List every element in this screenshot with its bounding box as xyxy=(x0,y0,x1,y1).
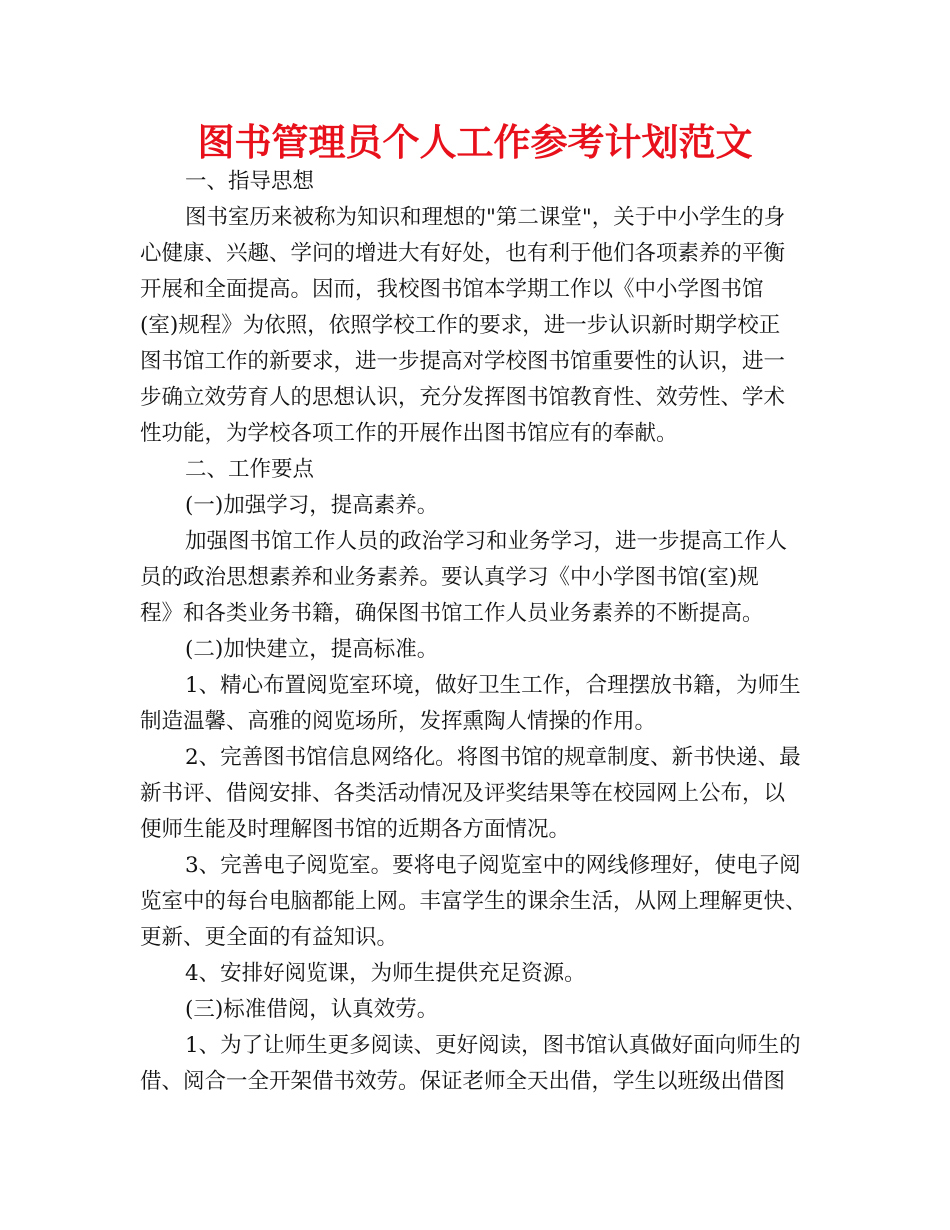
paragraph-line: 步确立效劳育人的思想认识，充分发挥图书馆教育性、效劳性、学术 xyxy=(140,385,786,410)
subsection-heading: (二)加快建立，提高标准。 xyxy=(185,637,439,662)
paragraph-line: 1、精心布置阅览室环境，做好卫生工作，合理摆放书籍，为师生 xyxy=(185,673,801,698)
paragraph-line: 览室中的每台电脑都能上网。丰富学生的课余生活，从网上理解更快、 xyxy=(140,889,807,914)
paragraph-line: 1、为了让师生更多阅读、更好阅读，图书馆认真做好面向师生的 xyxy=(185,1033,801,1058)
paragraph-line: 开展和全面提高。因而，我校图书馆本学期工作以《中小学图书馆 xyxy=(140,277,764,302)
paragraph-line: 新书评、借阅安排、各类活动情况及评奖结果等在校园网上公布，以 xyxy=(140,781,786,806)
paragraph-line: 制造温馨、高雅的阅览场所，发挥熏陶人情操的作用。 xyxy=(140,709,657,734)
paragraph-line: 便师生能及时理解图书馆的近期各方面情况。 xyxy=(140,817,571,842)
subsection-heading: (一)加强学习，提高素养。 xyxy=(185,493,439,518)
paragraph-line: 3、完善电子阅览室。要将电子阅览室中的网线修理好，使电子阅 xyxy=(185,853,801,878)
paragraph-line: 程》和各类业务书籍，确保图书馆工作人员业务素养的不断提高。 xyxy=(140,601,764,626)
subsection-heading: (三)标准借阅，认真效劳。 xyxy=(185,997,439,1022)
paragraph-line: 图书室历来被称为知识和理想的"第二课堂"，关于中小学生的身 xyxy=(185,205,786,230)
paragraph-line: 4、安排好阅览课，为师生提供充足资源。 xyxy=(185,961,586,986)
paragraph-line: 员的政治思想素养和业务素养。要认真学习《中小学图书馆(室)规 xyxy=(140,565,759,590)
paragraph-line: 性功能，为学校各项工作的开展作出图书馆应有的奉献。 xyxy=(140,421,678,446)
paragraph-line: 图书馆工作的新要求，进一步提高对学校图书馆重要性的认识，进一 xyxy=(140,349,786,374)
document-title: 图书管理员个人工作参考计划范文 xyxy=(197,121,753,164)
paragraph-line: 2、完善图书馆信息网络化。将图书馆的规章制度、新书快递、最 xyxy=(185,745,801,770)
paragraph-line: (室)规程》为依照，依照学校工作的要求，进一步认识新时期学校正 xyxy=(140,313,781,338)
section-heading-work-points: 二、工作要点 xyxy=(185,457,315,482)
paragraph-line: 加强图书馆工作人员的政治学习和业务学习，进一步提高工作人 xyxy=(185,529,788,554)
paragraph-line: 借、阅合一全开架借书效劳。保证老师全天出借，学生以班级出借图 xyxy=(140,1069,786,1094)
paragraph-line: 心健康、兴趣、学问的增进大有好处，也有利于他们各项素养的平衡 xyxy=(140,241,786,266)
section-heading-guiding-ideology: 一、指导思想 xyxy=(185,169,315,194)
paragraph-line: 更新、更全面的有益知识。 xyxy=(140,925,399,950)
